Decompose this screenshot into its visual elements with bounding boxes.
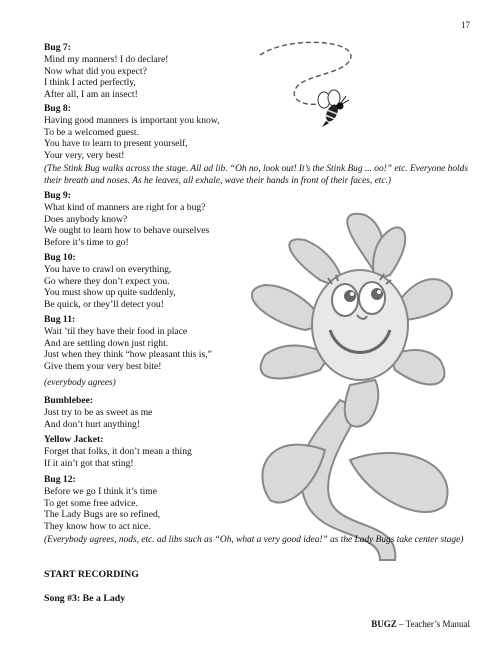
verse-yellow-jacket: [44, 434, 192, 469]
speaker-name: Bug 7:: [44, 42, 71, 53]
verse-line: To be a welcomed guest.: [44, 126, 139, 138]
verse-line: Just try to be as sweet as me: [44, 406, 153, 418]
verse-line: Wait ’til they have their food in place: [44, 325, 188, 337]
verse-line: Before it’s time to go!: [44, 237, 129, 249]
flower-face: [312, 270, 408, 380]
stage-direction-lady-bugs: (Everybody agrees, nods, etc. ad libs such as “Oh, what a very good idea!” as the Lady Bugs take center stage): [44, 535, 464, 545]
footer-title: BUGZ: [371, 619, 397, 629]
verse-line: After all, I am an insect!: [44, 89, 138, 101]
speaker-name: Bug 10:: [44, 252, 76, 263]
verse-line: Be quick, or they’ll detect you!: [44, 299, 164, 311]
verse-line: Does anybody know?: [44, 213, 128, 225]
verse-bug-8: [44, 103, 220, 162]
verse-line: Now what did you expect?: [44, 65, 147, 77]
verse-line: Go where they don’t expect you.: [44, 275, 170, 287]
verse-line: If it ain’t got that sting!: [44, 457, 134, 469]
verse-line: Give them your very best bite!: [44, 361, 162, 373]
speaker-name: Yellow Jacket:: [44, 434, 104, 445]
bee-illustration: [250, 30, 370, 140]
verse-line: To get some free advice.: [44, 497, 138, 509]
speaker-name: Bug 12:: [44, 474, 76, 485]
footer-subtitle: – Teacher’s Manual: [396, 619, 470, 629]
song-title: Song #3: Be a Lady: [44, 593, 126, 604]
speaker-name: Bumblebee:: [44, 395, 94, 406]
verse-line: We ought to learn how to behave ourselves: [44, 225, 210, 237]
verse-bug-11: [44, 314, 212, 373]
start-recording-heading: START RECORDING: [44, 569, 139, 580]
verse-line: I think I acted perfectly,: [44, 77, 136, 89]
stage-direction-agrees: (everybody agrees): [44, 378, 116, 388]
verse-line: Before we go I think it’s time: [44, 485, 157, 497]
verse-line: Having good manners is important you know,: [44, 114, 220, 126]
page-footer: [371, 619, 470, 629]
verse-line: Forget that folks, it don’t mean a thing: [44, 445, 192, 457]
verse-bug-7: [44, 42, 168, 101]
speaker-name: Bug 8:: [44, 103, 71, 114]
flower-leaf-right: [350, 453, 448, 512]
verse-bug-12: [44, 474, 160, 533]
verse-line: The Lady Bugs are so refined,: [44, 509, 161, 521]
stage-direction-stink-bug: (The Stink Bug walks across the stage. All ad lib. “Oh no, look out! It’s the Stink Bug ... oo!” etc. Everyone holds their breath and noses. As he leaves, all exhale, wave their hands in front of their faces, etc.): [44, 164, 468, 186]
verse-bug-9: [44, 190, 209, 249]
page-number: 17: [461, 20, 470, 30]
verse-line: Just when they think “how pleasant this is,”: [44, 349, 212, 361]
verse-line: You have to learn to present yourself,: [44, 138, 188, 150]
verse-line: What kind of manners are right for a bug?: [44, 201, 206, 213]
verse-line: They know how to act nice.: [44, 521, 151, 533]
verse-line: Mind my manners! I do declare!: [44, 53, 169, 65]
verse-line: And don’t hurt anything!: [44, 418, 141, 430]
verse-bumblebee: [44, 395, 152, 430]
verse-line: Your very, very best!: [44, 150, 125, 162]
verse-line: And are settling down just right.: [44, 337, 169, 349]
flower-illustration: [230, 210, 470, 570]
verse-bug-10: [44, 252, 176, 311]
speaker-name: Bug 11:: [44, 314, 76, 325]
verse-line: You have to crawl on everything,: [44, 263, 172, 275]
verse-line: You must show up quite suddenly,: [44, 287, 176, 299]
bee-stinger: [322, 121, 329, 127]
speaker-name: Bug 9:: [44, 190, 71, 201]
